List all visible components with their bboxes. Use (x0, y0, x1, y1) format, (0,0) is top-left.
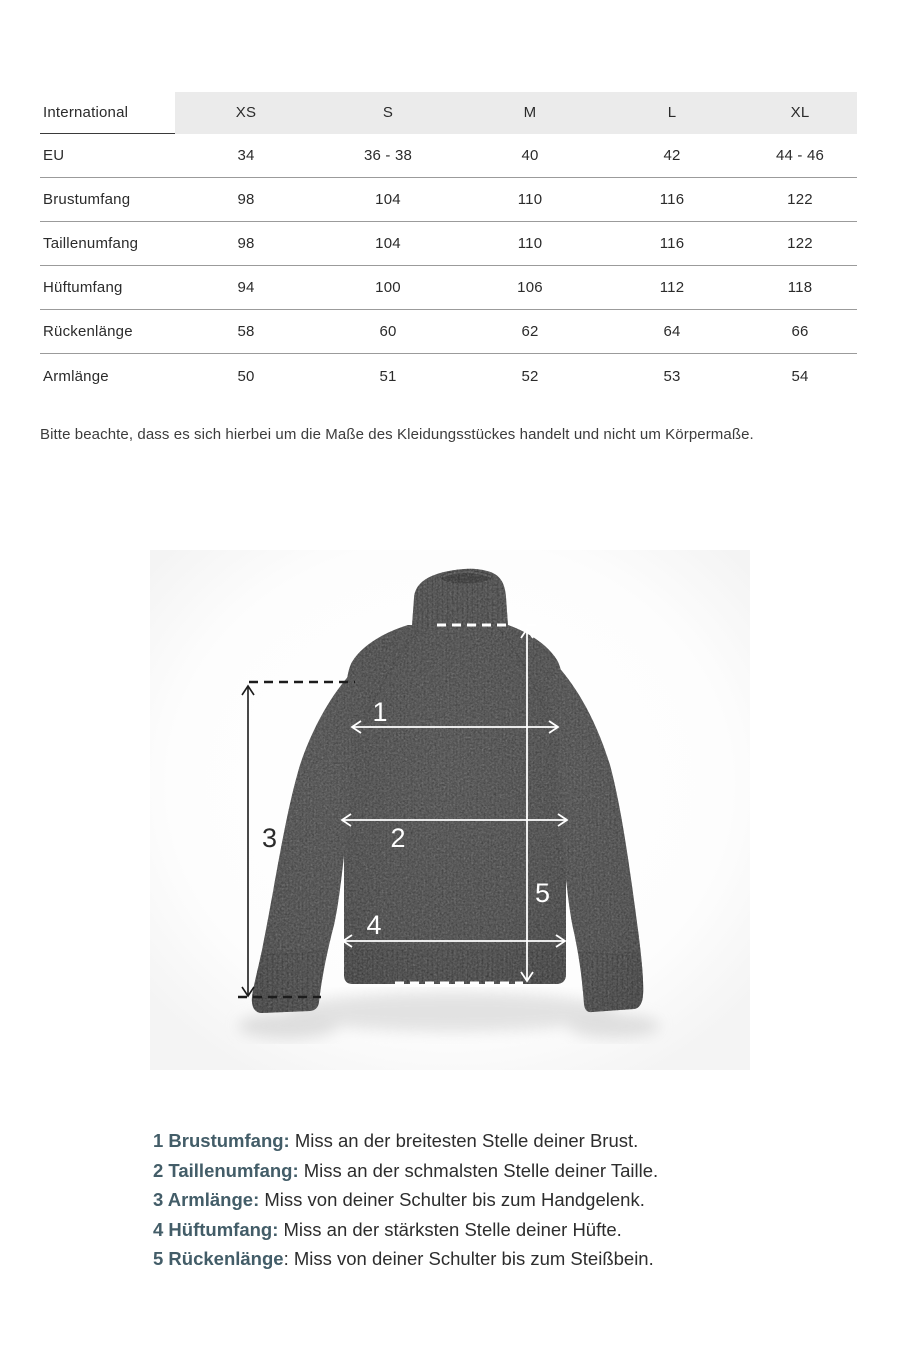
size-value-cell: 98 (237, 235, 255, 252)
size-value-cell: 34 (237, 147, 255, 164)
marker-chest: 1 (372, 697, 388, 727)
legend-label: 2 Taillenumfang: (153, 1159, 299, 1181)
size-table (40, 92, 857, 398)
size-value-cell: 104 (375, 235, 401, 252)
marker-waist: 2 (390, 823, 406, 853)
size-value-cell: 60 (379, 323, 397, 340)
column-header-xl: XL (743, 92, 857, 134)
size-value-cell: 104 (375, 191, 401, 208)
marker-back: 5 (535, 878, 551, 908)
size-value-cell: 110 (517, 235, 543, 252)
size-value-cell: 51 (379, 367, 397, 385)
size-value-cell: 118 (787, 279, 813, 296)
size-value-cell: 94 (237, 279, 255, 296)
row-label: Rückenlänge (43, 323, 133, 340)
size-value-cell: 98 (237, 191, 255, 208)
column-header-m: M (459, 92, 601, 134)
legend-label: 5 Rückenlänge (153, 1248, 284, 1269)
size-value-cell: 116 (659, 235, 685, 252)
row-label: EU (43, 147, 65, 164)
size-value-cell: 110 (517, 191, 543, 208)
legend-label: 4 Hüftumfang: (153, 1218, 279, 1240)
legend-label: 1 Brustumfang: (153, 1130, 290, 1151)
size-value-cell: 64 (663, 323, 681, 340)
column-header-xs: XS (175, 92, 317, 134)
marker-arm: 3 (262, 823, 278, 853)
legend-item-taillenumfang (153, 1156, 793, 1186)
table-row-armlaenge (40, 354, 857, 398)
table-row-hueftumfang (40, 266, 857, 310)
size-value-cell: 36 - 38 (363, 147, 413, 164)
legend-text: Miss an der schmalsten Stelle deiner Taille. (298, 1159, 659, 1181)
legend-item-brustumfang (153, 1126, 793, 1156)
size-value-cell: 122 (787, 235, 813, 252)
size-value-cell: 62 (521, 323, 539, 340)
legend-text: Miss an der breitesten Stelle deiner Brust. (289, 1130, 639, 1151)
size-value-cell: 40 (521, 147, 539, 164)
garment-measure-note: Bitte beachte, dass es sich hierbei um die Maße des Kleidungsstückes handelt und nicht um Körpermaße. (40, 426, 754, 443)
legend-text: Miss an der stärksten Stelle deiner Hüfte. (278, 1218, 622, 1240)
size-value-cell: 53 (663, 367, 681, 385)
size-value-cell: 54 (791, 367, 809, 385)
legend-text: Miss von deiner Schulter bis zum Handgelenk. (259, 1189, 645, 1210)
size-value-cell: 44 - 46 (775, 147, 825, 164)
legend-text: : Miss von deiner Schulter bis zum Steißbein. (283, 1248, 654, 1269)
sweater-measurement-diagram (140, 545, 760, 1075)
size-value-cell: 42 (663, 147, 681, 164)
legend-item-rueckenlaenge (153, 1244, 793, 1274)
legend-item-armlaenge (153, 1185, 793, 1215)
size-value-cell: 66 (791, 323, 809, 340)
table-row-rueckenlaenge (40, 310, 857, 354)
size-value-cell: 116 (659, 191, 685, 208)
size-value-cell: 112 (659, 279, 685, 296)
row-label: Brustumfang (43, 191, 131, 208)
legend-label: 3 Armlänge: (153, 1189, 260, 1210)
row-label: Hüftumfang (43, 279, 123, 296)
size-value-cell: 100 (375, 279, 401, 296)
row-label: Taillenumfang (43, 235, 139, 252)
measurement-legend (153, 1126, 793, 1274)
row-label: Armlänge (43, 367, 109, 385)
column-header-l: L (601, 92, 743, 134)
size-value-cell: 50 (237, 367, 255, 385)
table-row-brustumfang (40, 178, 857, 222)
size-value-cell: 122 (787, 191, 813, 208)
column-header-s: S (317, 92, 459, 134)
legend-item-hueftumfang (153, 1215, 793, 1245)
size-value-cell: 106 (517, 279, 543, 296)
table-row-eu (40, 134, 857, 178)
size-table-header-row (40, 92, 857, 134)
size-value-cell: 52 (521, 367, 539, 385)
marker-hip: 4 (366, 910, 382, 940)
table-row-taillenumfang (40, 222, 857, 266)
column-header-international: International (43, 104, 129, 121)
size-value-cell: 58 (237, 323, 255, 340)
